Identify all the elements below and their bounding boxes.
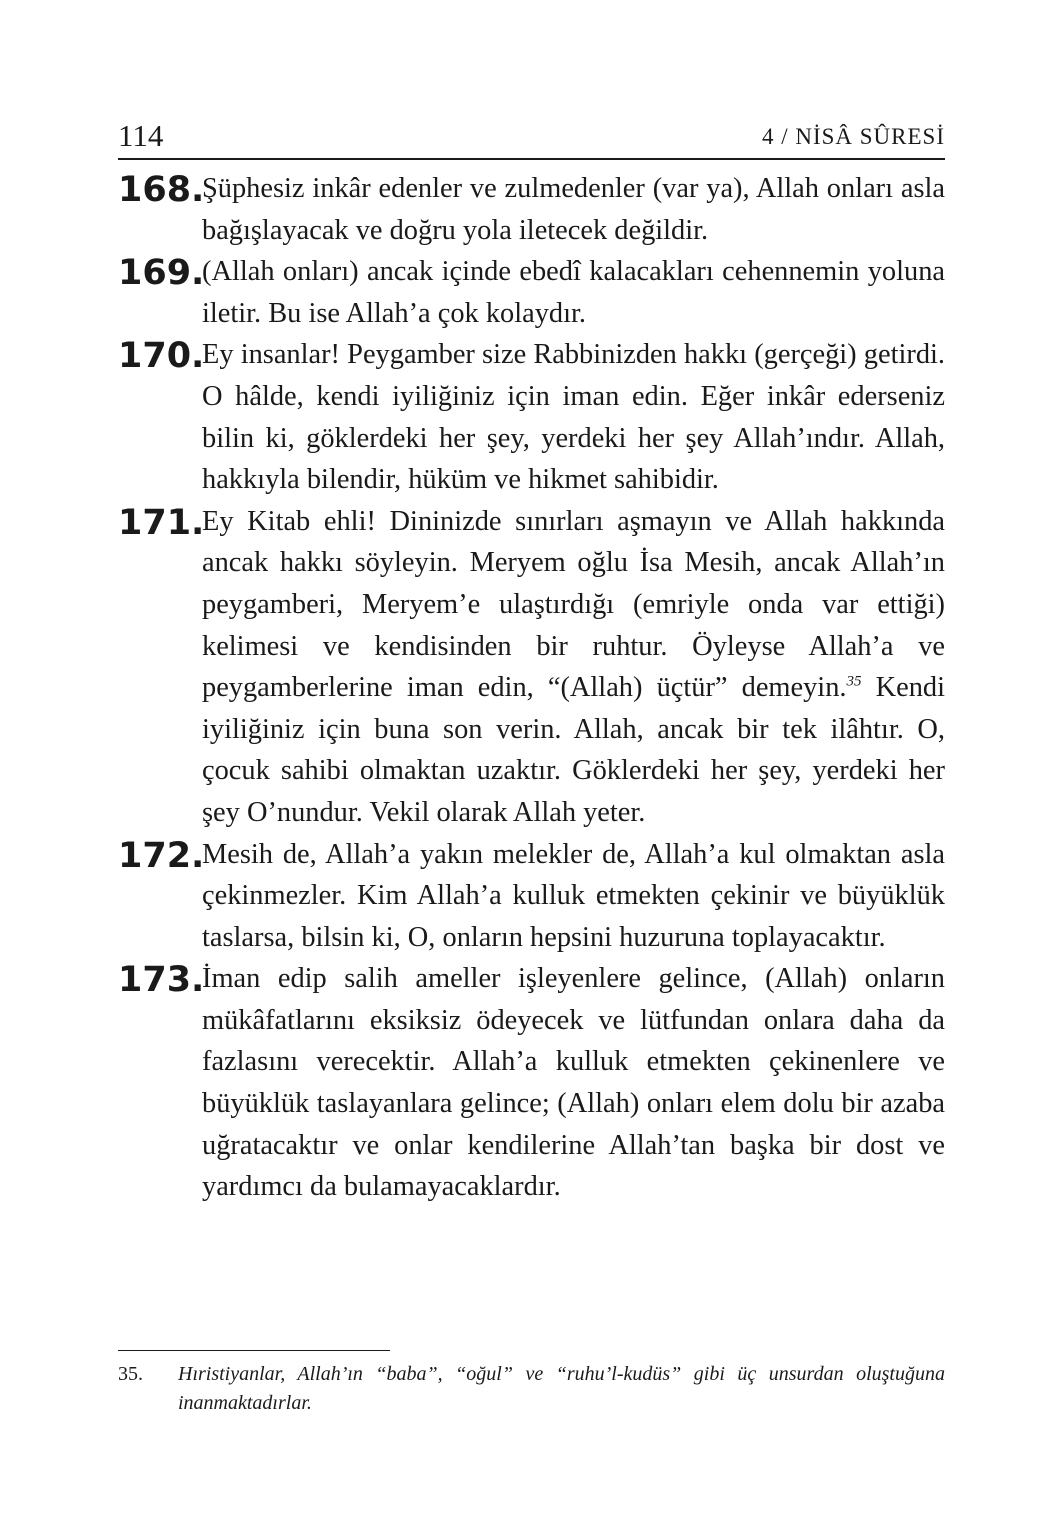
verse-text: (Allah onları) ancak içinde ebedî kalacakları cehennemin yoluna iletir. Bu ise Allah’a çok kolaydır. xyxy=(202,256,945,329)
verse-text: Mesih de, Allah’a yakın melekler de, Allah’a kul olmaktan asla çekinmezler. Kim Allah’a kulluk etmekten çekinir ve büyüklük taslarsa, bilsin ki, O, onların hepsini huzuruna toplayacaktır. xyxy=(202,838,945,953)
verse-172 xyxy=(118,834,945,959)
verse-171 xyxy=(118,501,945,834)
footnote xyxy=(118,1360,945,1418)
verse-number: 170. xyxy=(118,336,205,377)
verse-168 xyxy=(118,168,945,251)
page-number: 114 xyxy=(118,118,164,153)
verse-text-part: Ey Kitab ehli! Dininizde sınırları aşmayın ve Allah hakkında ancak hakkı söyleyin. Meryem oğlu İsa Mesih, ancak Allah’ın peygamberi, Meryem’e ulaştırdığı (emriyle onda var ettiği) kelimesi ve kendisinden bir ruhtur. Öyleyse Allah’a ve peygamberlerine iman edin, “(Allah) üçtür” demeyin. xyxy=(202,505,945,704)
verse-170 xyxy=(118,334,945,500)
footnote-number: 35. xyxy=(118,1363,143,1385)
verse-number: 171. xyxy=(118,502,205,543)
verse-169 xyxy=(118,251,945,334)
footnote-reference[interactable]: 35 xyxy=(846,673,862,690)
verse-text xyxy=(202,501,945,834)
verse-number: 172. xyxy=(118,835,205,876)
footnote-text: Hıristiyanlar, Allah’ın “baba”, “oğul” ve “ruhu’l-kudüs” gibi üç unsurdan oluştuğuna inanmaktadırlar. xyxy=(178,1363,945,1414)
verse-number: 169. xyxy=(118,253,205,294)
running-title: 4 / NİSÂ SÛRESİ xyxy=(761,124,945,149)
footnote-divider xyxy=(118,1350,390,1351)
verse-number: 173. xyxy=(118,960,205,1001)
verse-173 xyxy=(118,958,945,1208)
verse-number: 168. xyxy=(118,170,205,210)
verse-text: İman edip salih ameller işleyenlere gelince, (Allah) onların mükâfatlarını eksiksiz ödeyecek ve lütfundan onlara daha da fazlasını verecektir. Allah’a kulluk etmekten çekinenlere ve büyüklük taslayanlara gelince; (Allah) onları elem dolu bir azaba uğratacaktır ve onlar kendilerine Allah’tan başka bir dost ve yardımcı da bulamayacaklardır. xyxy=(202,963,945,1203)
verse-text: Ey insanlar! Peygamber size Rabbinizden hakkı (gerçeği) getirdi. O hâlde, kendi iyiliğiniz için iman edin. Eğer inkâr ederseniz bilin ki, göklerdeki her şey, yerdeki her şey Allah’ındır. Allah, hakkıyla bilendir, hüküm ve hikmet sahibidir. xyxy=(202,339,945,496)
verse-text: Şüphesiz inkâr edenler ve zulmedenler (var ya), Allah onları asla bağışlayacak ve doğru yola iletecek değildir. xyxy=(202,173,945,246)
verse-text-part: Kendi iyiliğiniz için buna son verin. Allah, ancak bir tek ilâhtır. O, çocuk sahibi olmaktan uzaktır. Göklerdeki her şey, yerdeki her şey O’nundur. Vekil olarak Allah yeter. xyxy=(202,672,946,828)
page-header xyxy=(118,118,945,160)
verse-list xyxy=(118,168,945,1208)
